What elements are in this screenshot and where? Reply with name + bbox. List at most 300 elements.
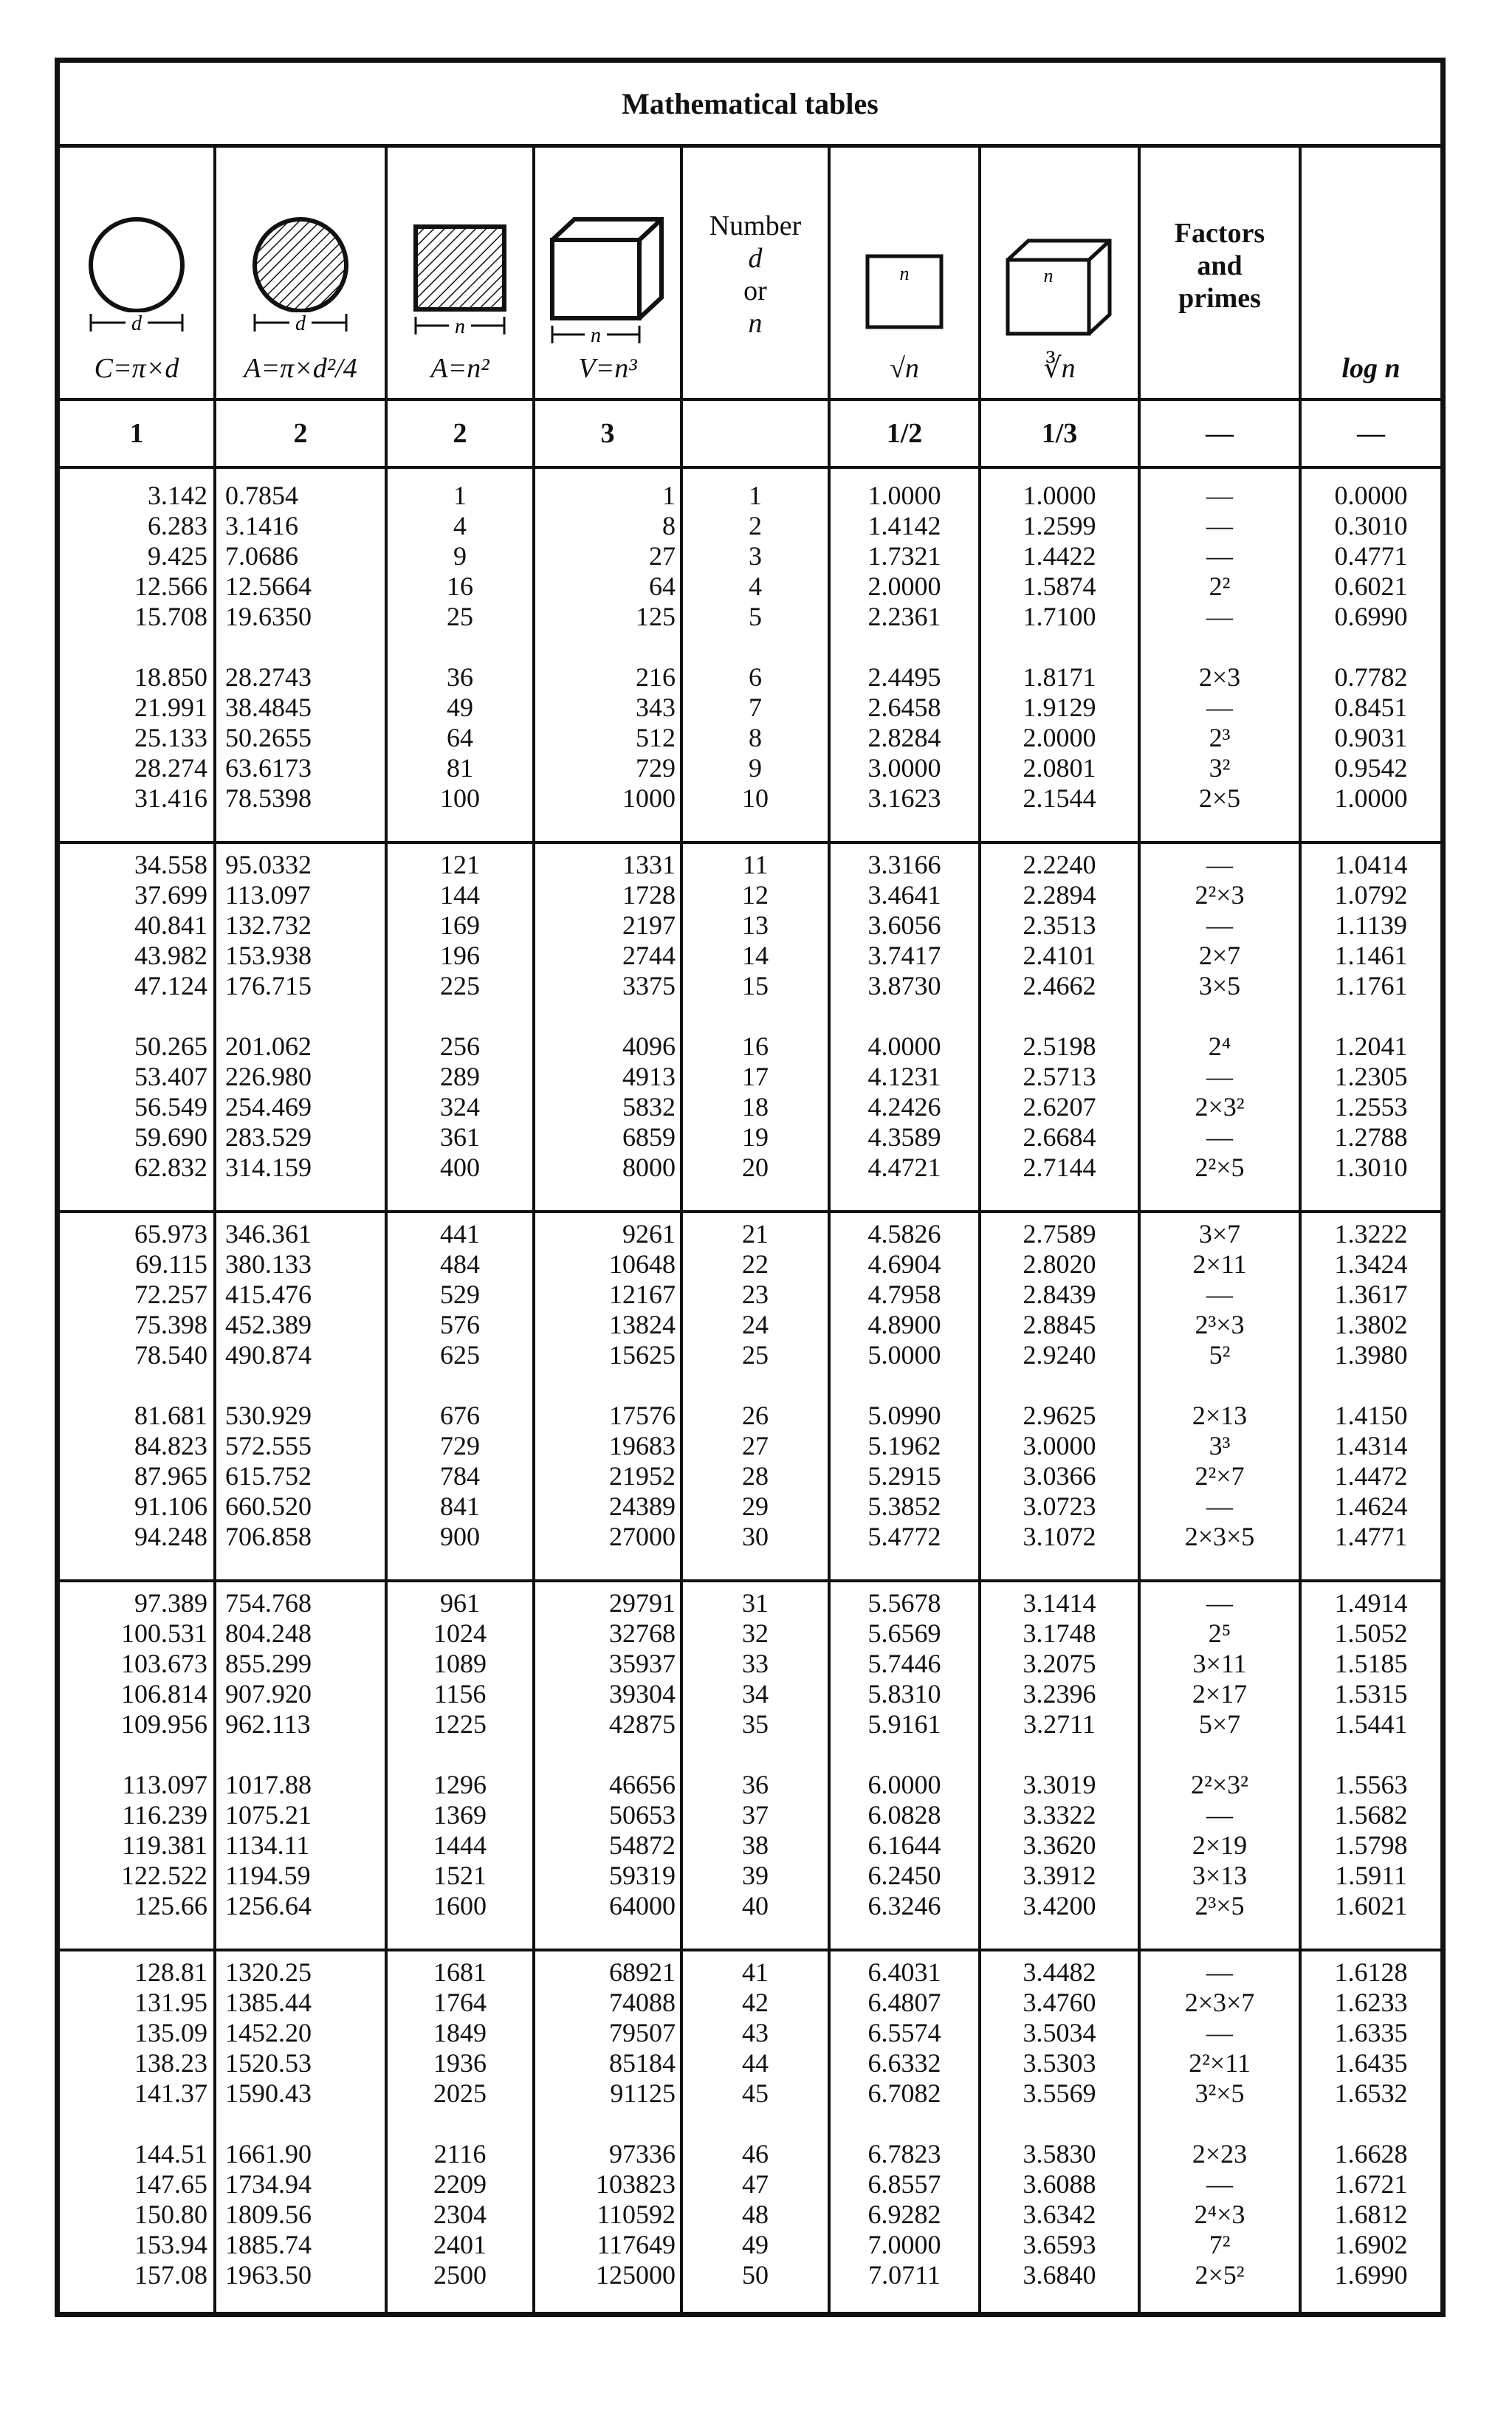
circumference-cell: 56.549 — [134, 1092, 207, 1122]
log-cell: 1.2553 — [1334, 1092, 1408, 1122]
cube-cell: 59319 — [609, 1861, 676, 1890]
circle-area-cell: 962.113 — [225, 1709, 311, 1739]
cbrt-cell: 3.5034 — [1023, 2018, 1096, 2047]
factors-cell: — — [1206, 1588, 1233, 1618]
sqrt-cell: 5.0990 — [867, 1401, 941, 1430]
circumference-cell: 62.832 — [134, 1153, 207, 1182]
table-row — [60, 723, 1440, 753]
factors-cell: 2²×5 — [1195, 1153, 1245, 1182]
header-circumference — [60, 151, 213, 398]
square-cell: 121 — [440, 850, 480, 879]
cbrt-cell: 2.8439 — [1023, 1280, 1096, 1309]
log-cell: 1.6128 — [1334, 1957, 1408, 1987]
number-cell: 21 — [742, 1219, 769, 1249]
circumference-cell: 103.673 — [121, 1649, 207, 1678]
sqrt-cell: 6.9282 — [867, 2200, 941, 2229]
hatched-square-icon — [408, 212, 512, 352]
cbrt-cell: 3.6342 — [1023, 2200, 1096, 2229]
circle-area-cell: 176.715 — [225, 971, 312, 1000]
formula-cbrt: ∛n — [1043, 353, 1076, 384]
cbrt-cell: 3.2711 — [1023, 1709, 1096, 1739]
log-cell: 1.3802 — [1334, 1310, 1408, 1339]
log-cell: 1.1461 — [1334, 941, 1408, 970]
factors-cell: — — [1206, 910, 1233, 940]
sqrt-cell: 2.8284 — [867, 723, 941, 752]
svg-text:n: n — [455, 315, 465, 338]
number-cell: 45 — [742, 2078, 769, 2108]
factors-cell: — — [1206, 602, 1233, 631]
circumference-cell: 3.142 — [148, 481, 207, 510]
circle-area-cell: 615.752 — [225, 1461, 312, 1491]
number-cell: 40 — [742, 1891, 769, 1920]
log-cell: 1.1761 — [1334, 971, 1408, 1000]
cbrt-cell: 2.3513 — [1023, 910, 1096, 940]
table-row — [60, 1957, 1440, 1988]
cbrt-cell: 3.3912 — [1023, 1861, 1096, 1890]
cube-cell: 74088 — [609, 1988, 676, 2017]
number-cell: 27 — [742, 1431, 769, 1460]
circumference-cell: 15.708 — [134, 602, 207, 631]
circumference-cell: 40.841 — [134, 910, 207, 940]
factors-cell: — — [1206, 850, 1233, 879]
square-cell: 1681 — [433, 1957, 487, 1987]
sqrt-cell: 2.2361 — [867, 602, 941, 631]
sqrt-cell: 4.6904 — [867, 1249, 941, 1279]
log-cell: 0.9031 — [1334, 723, 1408, 752]
circle-area-cell: 226.980 — [225, 1062, 312, 1091]
circumference-cell: 97.389 — [134, 1588, 207, 1618]
circle-area-cell: 153.938 — [225, 941, 312, 970]
sqrt-cell: 5.1962 — [867, 1431, 941, 1460]
cube-cell: 10648 — [609, 1249, 676, 1279]
square-cell: 25 — [447, 602, 473, 631]
circle-area-cell: 314.159 — [225, 1153, 312, 1182]
factors-cell: 2×23 — [1192, 2139, 1248, 2169]
cbrt-cell: 3.0000 — [1023, 1431, 1096, 1460]
factors-cell: 3×13 — [1192, 1861, 1248, 1890]
cube-cell: 46656 — [609, 1770, 676, 1799]
cbrt-cell: 2.6207 — [1023, 1092, 1096, 1122]
factors-cell: 3² — [1209, 753, 1231, 783]
cube-cell: 85184 — [609, 2048, 676, 2078]
factors-cell: — — [1206, 1491, 1233, 1521]
cube-cell: 64000 — [609, 1891, 676, 1920]
sqrt-cell: 4.3589 — [867, 1122, 941, 1152]
table-row — [60, 2018, 1440, 2048]
square-cell: 1225 — [433, 1709, 487, 1739]
table-row — [60, 1031, 1440, 1062]
index-cell: 2 — [293, 418, 308, 449]
circumference-cell: 144.51 — [134, 2139, 207, 2169]
factors-cell: 2×3² — [1195, 1092, 1245, 1122]
sqrt-cell: 5.3852 — [867, 1491, 941, 1521]
square-cell: 361 — [440, 1122, 480, 1152]
index-cell-third: 1/3 — [1041, 418, 1078, 449]
circumference-cell: 116.239 — [122, 1800, 207, 1830]
factors-cell: 2² — [1209, 571, 1231, 601]
sqrt-cell: 4.4721 — [867, 1153, 941, 1182]
cbrt-cell: 3.3322 — [1023, 1800, 1096, 1830]
circumference-cell: 84.823 — [134, 1431, 207, 1460]
sqrt-cell: 6.1644 — [867, 1830, 941, 1860]
circumference-cell: 100.531 — [121, 1618, 207, 1648]
cbrt-cell: 3.2075 — [1023, 1649, 1096, 1678]
factors-cell: 2×5² — [1195, 2260, 1245, 2290]
cube-cell: 27 — [649, 541, 676, 571]
header-cube-volume — [535, 151, 680, 398]
cube-cell: 17576 — [609, 1401, 676, 1430]
circumference-cell: 125.66 — [134, 1891, 207, 1920]
circle-area-cell: 530.929 — [225, 1401, 312, 1430]
circumference-cell: 37.699 — [134, 880, 207, 910]
cbrt-cell: 3.5569 — [1023, 2078, 1096, 2108]
circle-outline-icon — [81, 212, 192, 352]
circumference-cell: 21.991 — [134, 693, 207, 722]
circle-area-cell: 1963.50 — [225, 2260, 312, 2290]
cbrt-cell: 3.4200 — [1023, 1891, 1096, 1920]
circle-area-cell: 0.7854 — [225, 481, 298, 510]
circle-area-cell: 1590.43 — [225, 2078, 312, 2108]
circle-area-cell: 1385.44 — [225, 1988, 312, 2017]
log-cell: 1.3222 — [1334, 1219, 1408, 1249]
square-cell: 1600 — [433, 1891, 487, 1920]
circle-area-cell: 1194.59 — [225, 1861, 311, 1890]
formula-sqrt: √n — [890, 353, 919, 384]
circle-area-cell: 254.469 — [225, 1092, 312, 1122]
cube-cell: 12167 — [609, 1280, 676, 1309]
circumference-cell: 122.522 — [121, 1861, 207, 1890]
table-row — [60, 1122, 1440, 1153]
log-cell: 1.0414 — [1334, 850, 1408, 879]
cbrt-cell: 2.0000 — [1023, 723, 1096, 752]
circle-area-cell: 855.299 — [225, 1649, 312, 1678]
cbrt-cell: 3.0723 — [1023, 1491, 1096, 1521]
number-cell: 50 — [742, 2260, 769, 2290]
table-row — [60, 2078, 1440, 2109]
circle-area-cell: 1134.11 — [225, 1830, 310, 1860]
cube-cell: 39304 — [609, 1679, 676, 1709]
factors-cell: 2²×3 — [1195, 880, 1245, 910]
circle-area-cell: 1809.56 — [225, 2200, 312, 2229]
square-cell: 225 — [440, 971, 480, 1000]
table-row — [60, 481, 1440, 511]
circle-area-cell: 415.476 — [225, 1280, 312, 1309]
factors-cell: 2³×5 — [1195, 1891, 1245, 1920]
log-cell: 1.3010 — [1334, 1153, 1408, 1182]
factors-cell: — — [1206, 511, 1233, 540]
cube-cell: 1000 — [622, 783, 676, 813]
log-cell: 1.2305 — [1334, 1062, 1408, 1091]
number-cell: 25 — [742, 1340, 769, 1370]
cube-cell: 27000 — [609, 1522, 676, 1551]
circle-area-cell: 1520.53 — [225, 2048, 312, 2078]
sqrt-cell: 3.6056 — [867, 910, 941, 940]
circle-area-cell: 95.0332 — [225, 850, 312, 879]
factors-cell: 2×11 — [1192, 1249, 1247, 1279]
number-cell: 49 — [742, 2230, 769, 2259]
cube-cell: 8000 — [622, 1153, 676, 1182]
cube-cell: 29791 — [609, 1588, 676, 1618]
square-cell: 729 — [440, 1431, 480, 1460]
number-cell: 13 — [742, 910, 769, 940]
table-row — [60, 2230, 1440, 2260]
table-row — [60, 1649, 1440, 1679]
circumference-cell: 138.23 — [134, 2048, 207, 2078]
square-cell: 1369 — [433, 1800, 487, 1830]
log-cell: 1.3424 — [1334, 1249, 1408, 1279]
circumference-cell: 128.81 — [134, 1957, 207, 1987]
factors-cell: 2×3×5 — [1184, 1522, 1255, 1551]
square-cell: 100 — [440, 783, 480, 813]
sqrt-cell: 2.0000 — [867, 571, 941, 601]
circle-area-cell: 706.858 — [225, 1522, 312, 1551]
log-cell: 1.0792 — [1334, 880, 1408, 910]
cbrt-cell: 1.9129 — [1023, 693, 1096, 722]
cube-cell: 19683 — [609, 1431, 676, 1460]
sqrt-cell: 6.7082 — [867, 2078, 941, 2108]
circle-area-cell: 452.389 — [225, 1310, 312, 1339]
circumference-cell: 81.681 — [134, 1401, 207, 1430]
number-cell: 1 — [749, 481, 762, 510]
table-row — [60, 1861, 1440, 1891]
circumference-cell: 25.133 — [134, 723, 207, 752]
log-cell: 1.4914 — [1334, 1588, 1408, 1618]
square-cell: 169 — [440, 910, 480, 940]
circumference-cell: 87.965 — [134, 1461, 207, 1491]
number-cell: 18 — [742, 1092, 769, 1122]
table-row — [60, 511, 1440, 541]
cbrt-cell: 3.1748 — [1023, 1618, 1096, 1648]
circumference-cell: 75.398 — [134, 1310, 207, 1339]
log-cell: 1.5911 — [1335, 1861, 1407, 1890]
sqrt-cell: 2.6458 — [867, 693, 941, 722]
cube-cell: 8 — [662, 511, 676, 540]
circle-area-cell: 380.133 — [225, 1249, 312, 1279]
cbrt-cell: 3.0366 — [1023, 1461, 1096, 1491]
table-row — [60, 2048, 1440, 2078]
sqrt-cell: 6.0000 — [867, 1770, 941, 1799]
number-cell: 30 — [742, 1522, 769, 1551]
header-circle-area — [216, 151, 385, 398]
cbrt-cell: 1.2599 — [1023, 511, 1096, 540]
cube-cell: 1 — [662, 481, 676, 510]
cube-cell: 1728 — [622, 880, 676, 910]
cbrt-cell: 3.1072 — [1023, 1522, 1096, 1551]
square-cell: 784 — [440, 1461, 480, 1491]
log-cell: 1.5563 — [1334, 1770, 1408, 1799]
cube-cell: 35937 — [609, 1649, 676, 1678]
factors-cell: 2×3 — [1198, 662, 1241, 692]
table-row — [60, 880, 1440, 910]
index-cell: — — [1206, 418, 1234, 449]
factors-cell: — — [1206, 1062, 1233, 1091]
factors-cell: — — [1206, 2169, 1233, 2199]
number-cell: 48 — [742, 2200, 769, 2229]
sqrt-cell: 3.3166 — [867, 850, 941, 879]
circumference-cell: 65.973 — [134, 1219, 207, 1249]
cbrt-cell: 2.2894 — [1023, 880, 1096, 910]
sqrt-cell: 1.7321 — [867, 541, 941, 571]
number-cell: 20 — [742, 1153, 769, 1182]
factors-cell: — — [1206, 1957, 1233, 1987]
hatched-circle-icon — [245, 212, 356, 352]
formula-log: log n — [1341, 353, 1401, 384]
circle-area-cell: 1885.74 — [225, 2230, 312, 2259]
number-cell: 8 — [749, 723, 762, 752]
cbrt-cell: 1.5874 — [1023, 571, 1096, 601]
table-row — [60, 753, 1440, 783]
number-cell: 2 — [749, 511, 762, 540]
number-cell: 32 — [742, 1618, 769, 1648]
log-cell: 1.5052 — [1334, 1618, 1408, 1648]
cube-cell: 15625 — [609, 1340, 676, 1370]
cbrt-cell: 2.1544 — [1023, 783, 1096, 813]
number-cell: 17 — [742, 1062, 769, 1091]
number-cell: 23 — [742, 1280, 769, 1309]
factors-cell: 2³×3 — [1195, 1310, 1245, 1339]
table-row — [60, 2260, 1440, 2290]
log-cell: 1.4771 — [1334, 1522, 1408, 1551]
cbrt-cell: 3.6088 — [1023, 2169, 1096, 2199]
table-row — [60, 1988, 1440, 2018]
log-cell: 1.2041 — [1334, 1031, 1408, 1061]
circle-area-cell: 490.874 — [225, 1340, 312, 1370]
sqrt-cell: 6.7823 — [867, 2139, 941, 2169]
cbrt-cell: 2.4662 — [1023, 971, 1096, 1000]
cbrt-cell: 2.5713 — [1023, 1062, 1096, 1091]
factors-cell: 5² — [1209, 1340, 1231, 1370]
square-cell: 36 — [447, 662, 473, 692]
circle-area-cell: 201.062 — [225, 1031, 312, 1061]
square-cell: 625 — [440, 1340, 480, 1370]
cbrt-cell: 2.9625 — [1023, 1401, 1096, 1430]
cube-cell: 2744 — [622, 941, 676, 970]
number-cell: 29 — [742, 1491, 769, 1521]
number-cell: 15 — [742, 971, 769, 1000]
formula-cube-volume: V=n³ — [578, 353, 637, 384]
cube-icon — [545, 212, 670, 352]
circumference-cell: 69.115 — [135, 1249, 207, 1279]
table-row — [60, 2200, 1440, 2230]
sqrt-cell: 7.0711 — [868, 2260, 941, 2290]
number-cell: 41 — [742, 1957, 769, 1987]
square-cell: 1521 — [433, 1861, 487, 1890]
table-row — [60, 1709, 1440, 1740]
log-cell: 1.6628 — [1334, 2139, 1408, 2169]
cbrt-cell: 3.3019 — [1023, 1770, 1096, 1799]
factors-cell: 2⁵ — [1208, 1618, 1231, 1648]
cbrt-cell: 1.8171 — [1023, 662, 1096, 692]
circumference-cell: 59.690 — [134, 1122, 207, 1152]
dim-label: d — [131, 312, 142, 335]
cbrt-cell: 2.4101 — [1023, 941, 1096, 970]
circle-area-cell: 572.555 — [225, 1431, 312, 1460]
square-cell: 1936 — [433, 2048, 487, 2078]
cbrt-cell: 3.4482 — [1023, 1957, 1096, 1987]
cube-cell: 64 — [649, 571, 676, 601]
log-cell: 1.2788 — [1334, 1122, 1408, 1152]
index-cell: 3 — [600, 418, 615, 449]
square-cell: 2025 — [433, 2078, 487, 2108]
square-cell: 441 — [440, 1219, 480, 1249]
header-number: Number d or n — [709, 210, 802, 339]
log-cell: 1.6812 — [1334, 2200, 1408, 2229]
circumference-cell: 47.124 — [134, 971, 207, 1000]
square-cell: 2116 — [433, 2139, 487, 2169]
cube-cell: 13824 — [609, 1310, 676, 1339]
cube-cell: 5832 — [622, 1092, 676, 1122]
square-cell: 256 — [440, 1031, 480, 1061]
svg-text:d: d — [295, 312, 306, 335]
square-cell: 961 — [440, 1588, 480, 1618]
circumference-cell: 157.08 — [134, 2260, 207, 2290]
table-row — [60, 1891, 1440, 1921]
header-sqrt — [831, 151, 978, 398]
circle-area-cell: 38.4845 — [225, 693, 312, 722]
circle-area-cell: 1734.94 — [225, 2169, 312, 2199]
number-cell: 35 — [742, 1709, 769, 1739]
factors-cell: 3×5 — [1198, 971, 1241, 1000]
circle-area-cell: 907.920 — [225, 1679, 312, 1709]
table-row — [60, 1249, 1440, 1280]
circumference-cell: 53.407 — [134, 1062, 207, 1091]
sqrt-cell: 5.7446 — [867, 1649, 941, 1678]
circumference-cell: 141.37 — [134, 2078, 207, 2108]
circle-area-cell: 660.520 — [225, 1491, 312, 1521]
sqrt-cell: 6.3246 — [867, 1891, 941, 1920]
log-cell: 0.7782 — [1334, 662, 1408, 692]
cube-cell: 6859 — [622, 1122, 676, 1152]
square-cell: 1444 — [433, 1830, 487, 1860]
circumference-cell: 18.850 — [134, 662, 207, 692]
circle-area-cell: 1320.25 — [225, 1957, 312, 1987]
svg-text:n: n — [591, 324, 601, 347]
cube-cell: 125000 — [596, 2260, 676, 2290]
math-table — [55, 58, 1446, 2317]
cbrt-cell: 3.2396 — [1023, 1679, 1096, 1709]
cbrt-cell: 2.5198 — [1023, 1031, 1096, 1061]
square-cell: 400 — [440, 1153, 480, 1182]
header-factors: Factors and primes — [1174, 218, 1265, 314]
circle-area-cell: 50.2655 — [225, 723, 312, 752]
log-cell: 1.6233 — [1334, 1988, 1408, 2017]
cbrt-cell: 3.3620 — [1023, 1830, 1096, 1860]
log-cell: 1.6902 — [1334, 2230, 1408, 2259]
log-cell: 1.5315 — [1334, 1679, 1408, 1709]
circle-area-cell: 283.529 — [225, 1122, 312, 1152]
log-cell: 1.6721 — [1334, 2169, 1408, 2199]
formula-circumference: C=π×d — [94, 353, 179, 384]
cube-n-icon — [1000, 226, 1118, 351]
table-row — [60, 1618, 1440, 1649]
table-row — [60, 1219, 1440, 1249]
table-row — [60, 1340, 1440, 1370]
sqrt-cell: 3.0000 — [867, 753, 941, 783]
circumference-cell: 34.558 — [134, 850, 207, 879]
table-row — [60, 941, 1440, 971]
log-cell: 0.6021 — [1334, 571, 1408, 601]
table-row — [60, 2139, 1440, 2169]
log-cell: 1.4150 — [1334, 1401, 1408, 1430]
circle-area-cell: 63.6173 — [225, 753, 312, 783]
header-square-area — [388, 151, 532, 398]
cbrt-cell: 1.4422 — [1023, 541, 1096, 571]
number-cell: 33 — [742, 1649, 769, 1678]
cbrt-cell: 2.6684 — [1023, 1122, 1096, 1152]
factors-cell: 2×3×7 — [1184, 1988, 1255, 2017]
square-cell: 196 — [440, 941, 480, 970]
cube-cell: 117649 — [597, 2230, 676, 2259]
